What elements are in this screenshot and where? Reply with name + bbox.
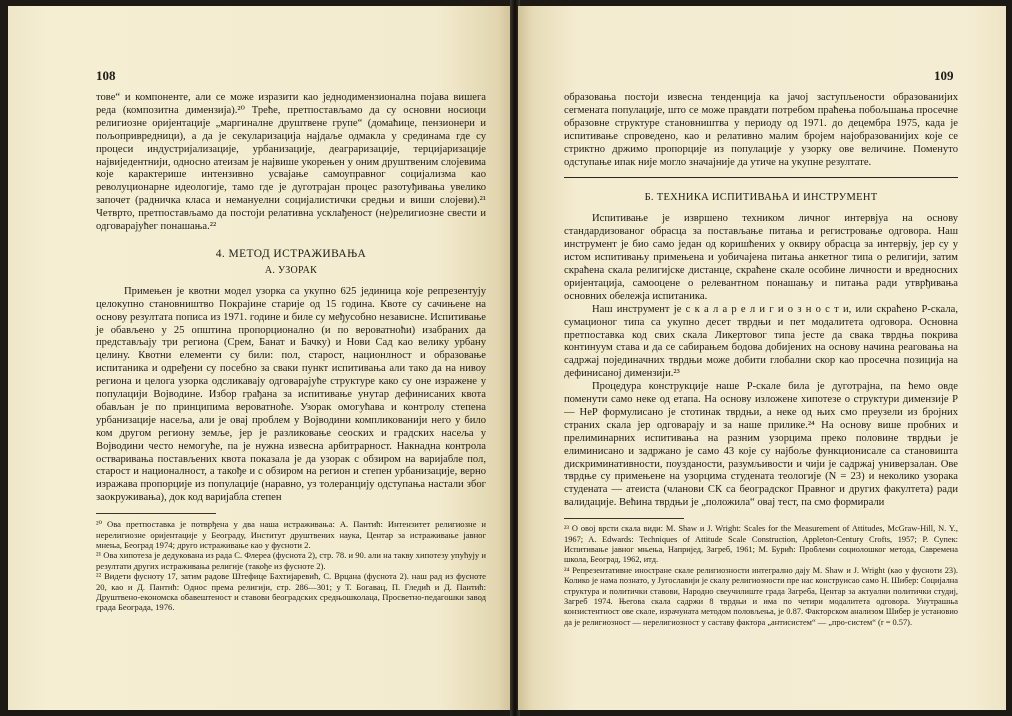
page-number: 109: [934, 68, 954, 83]
section-title: 4. МЕТОД ИСТРАЖИВАЊА: [215, 247, 367, 260]
section-title: Б. ТЕХНИКА ИСПИТИВАЊА И ИНСТРУМЕНТ: [644, 192, 878, 204]
left-page: [8, 6, 513, 710]
paragraph: образовања постоји извесна тенденција ка јачој заступљености образованијих сегмената популације, што се може правдати потребом праћења побољшања просечне образовне структуре становништва у периоду од 1971. до децембра 1975, када је испитивање спроведено, као и релативно малим бројем најобразованијих које се стриктно држимо пропорције из популације у узорку ове величине. Поменуто одступање ипак није могло значајније да утиче на укупне резултате.: [564, 92, 958, 168]
paragraph: Процедура конструкције наше Р-скале била је дуготрајна, па ћемо овде поменути само неке од етапа. На основу изложене хипотезе о структури димензије Р — НеР формулисано је стотинак тврдњи, а неке од њих смо преузели из бројних страних скала јер одговарају и за наше прилике.²⁴ На основу више пробних и прелиминарних испитивања на разним узорцима преко половине тврдњи је елиминисано и задржано је само 43 које су најбоље функционисале са становишта дискриминативности, поузданости, разумљивости и чији је садржај универзалан. Ове тврдње су примењене на узорцима студената теологије (N = 23) и неколико узорака студената — атеиста (чланови СК са београдског Правног и других факултета) ради валидације. Већина тврдњи је „положила“ овај тест, па смо формирали: [564, 381, 958, 509]
paragraph: Примењен је квотни модел узорка са укупно 625 јединица које репрезентују целокупно становништво Покрајине старије од 15 година. Квоте су сачињене на основу резултата пописа из 1971. године и биле су међусобно независне. Испитивање је обављено у 25 општина пропорционално (и по вероватноћи) изабраних да представљају три региона (Срем, Банат и Бачку) и Нови Сад као велику урбану целину. Квотни елементи су били: пол, старост, национлност и образовање испитаника и одређени су посебно за сваки пункт испитивања али тако да на нивоу региона и целога узорка одсликавају одговарајуће структуре како су оне изражене у популацији Војводине. Избор грађана за испитивање унутар дефинисаних квота обављан је по принципима вероватноће. Узорак омогућава и контролу степена урбанизације насеља, али је овај проблем у Војводини компликованији него у било ком другом региону земље, јер је разликовање сеоских и градских насеља у Војводини често немогуће, па је нужна извесна арбитрарност. Накнадна контрола остваривања постављених квота показала је да узорак с обзиром на варијабле пол, старост и националност, а такође и с обзиром на регион и степен урбанизације, верно изражава пропорције из популације (наравно, уз толеранцију одступања настали због заокруживања), док код варијабла степен: [96, 285, 486, 504]
footnote-23: ²³ О овој врсти скала види: M. Shaw и J. Wright: Scales for the Measurement of Attitudes, McGraw-Hill, N. Y., 1967; A. Edwards: Techniques of Attitude Scale Construction, Appleton-Century Crofts, 1957; Р. Супек: Испитивање јавног мњења, Напријед, Загреб, 1961; М. Бурић: Проблеми социолошког метода, Савремена школа, Београд, 1962, итд.: [564, 524, 958, 565]
paragraph: тове“ и компоненте, али се може изразити као једнодимензионална појава вишега реда (композитна димензија).²⁰ Треће, претпостављамо да су основни носиоци религиозне оријентације „маргиналне друштвене групе“ (домаћице, пензионери и пољопривредници), а да је секуларизација најдаље одмакла у срединама где су процеси индустријализације, урбанизације, деаграризације, терцијаризације највиједентнији, односно атеизам је највише укорењен у оним друштвеним слојевима које карактерише интензивно усвајање самоуправног социјализма као револуционарне идеологије, тамо где је дуготрајан процес разотуђивања увелико започет (радничка класа и немануелни социјалистички средњи и виши слојеви).²¹ Четврто, претпостављамо да постоји релативна усклађеност (не)религиозне свести и одговарајућег понашања.²²: [96, 92, 486, 233]
footnote-divider: [564, 518, 684, 519]
footnote-divider: [96, 513, 216, 514]
paragraph: Испитивање је извршено техником личног интервјуа на основу стандардизованог обрасца за постављање питања и регистровање одговора. Наш инструмент је био само један од коришћених у оквиру обрасца за интервју, јер су у истом испитивању примењена и уобичајена питања анкетног типа о религији, затим скраћена скала религијске дистанце, скраћене скале особине личности и вредносних оријентација, самооцене о релевантном понашању и питања ради утврђивања основних обележја испитаника.: [564, 213, 958, 302]
paragraph: Наш инструмент је с к а л а р е л и г и о з н о с т и, или скраћено Р-скала, сумационог типа са укупно десет тврдњи и пет модалитета одговора. Основна претпоставка код свих скала Ликертовог типа јесте да свака тврдња покрива континуум става и да се сабирањем бодова добијених на основу начина реаговања на садржај појединачних тврдњи може добити глобални скор као просечна позиција на дефинисаној димензији.²³: [564, 303, 958, 380]
left-text-column: [96, 92, 486, 613]
section-divider: [564, 177, 958, 178]
page-number: 108: [96, 68, 116, 83]
footnote-22: ²² Видети фуснoту 17, затим радове Штефице Бахтијаревић, С. Врцана (фуснота 2). наш рад из фуснoте 20, као и Д. Пантић: Однос према религији, стр. 286—301; у Т. Богавац, П. Гледић и Д. Пантић: Друштвено-економска обавештеност и ставови београдских средњошколаца, Просветно-педагошки завод града Београда, 1976.: [96, 571, 486, 613]
right-page: [518, 6, 1006, 710]
right-text-column: [564, 92, 958, 628]
footnote-24: ²⁴ Репрезентативне иностране скале религиозности интегрално дају M. Shaw и J. Wright (као у фуснoти 23). Колико је нама познато, у Југославији је скалу религиозности пре нас конструисао само Н. Шибер: Социјална структура и политички ставови, Народно свеучилиште града Загреба, Центар за актуални политички студиј, Загреб 1974. Његова скала садржи 8 тврдњи и има по четири модалитета одговора. Унутрашња конзистентност ове скале, израчуната методом половљења, је 0.87. Факторском анализом Шибер је установио да је религиозност — нерелигиозност у саставу фактора „антисистем“ — „про-систем“ (r = 0.57).: [564, 565, 958, 627]
subsection-title: А. УЗОРАК: [264, 264, 318, 276]
footnote-21: ²¹ Ова хипотеза је дедукована из рада С. Флереа (фуснота 2), стр. 78. и 90. али на такву хипотезу упућују и резултати других истраживања религије (такође из фуснoте 2).: [96, 550, 486, 571]
footnote-20: ²⁰ Ова претпоставка је потврђена у два наша истраживања: А. Пантић: Интензитет религиозне и нерелигиозне оријентације у Београду, Институт друштвених наука, Центар за истраживање јавног мнења, Београд 1974; друго истраживање као у фуснoти 2.: [96, 519, 486, 550]
